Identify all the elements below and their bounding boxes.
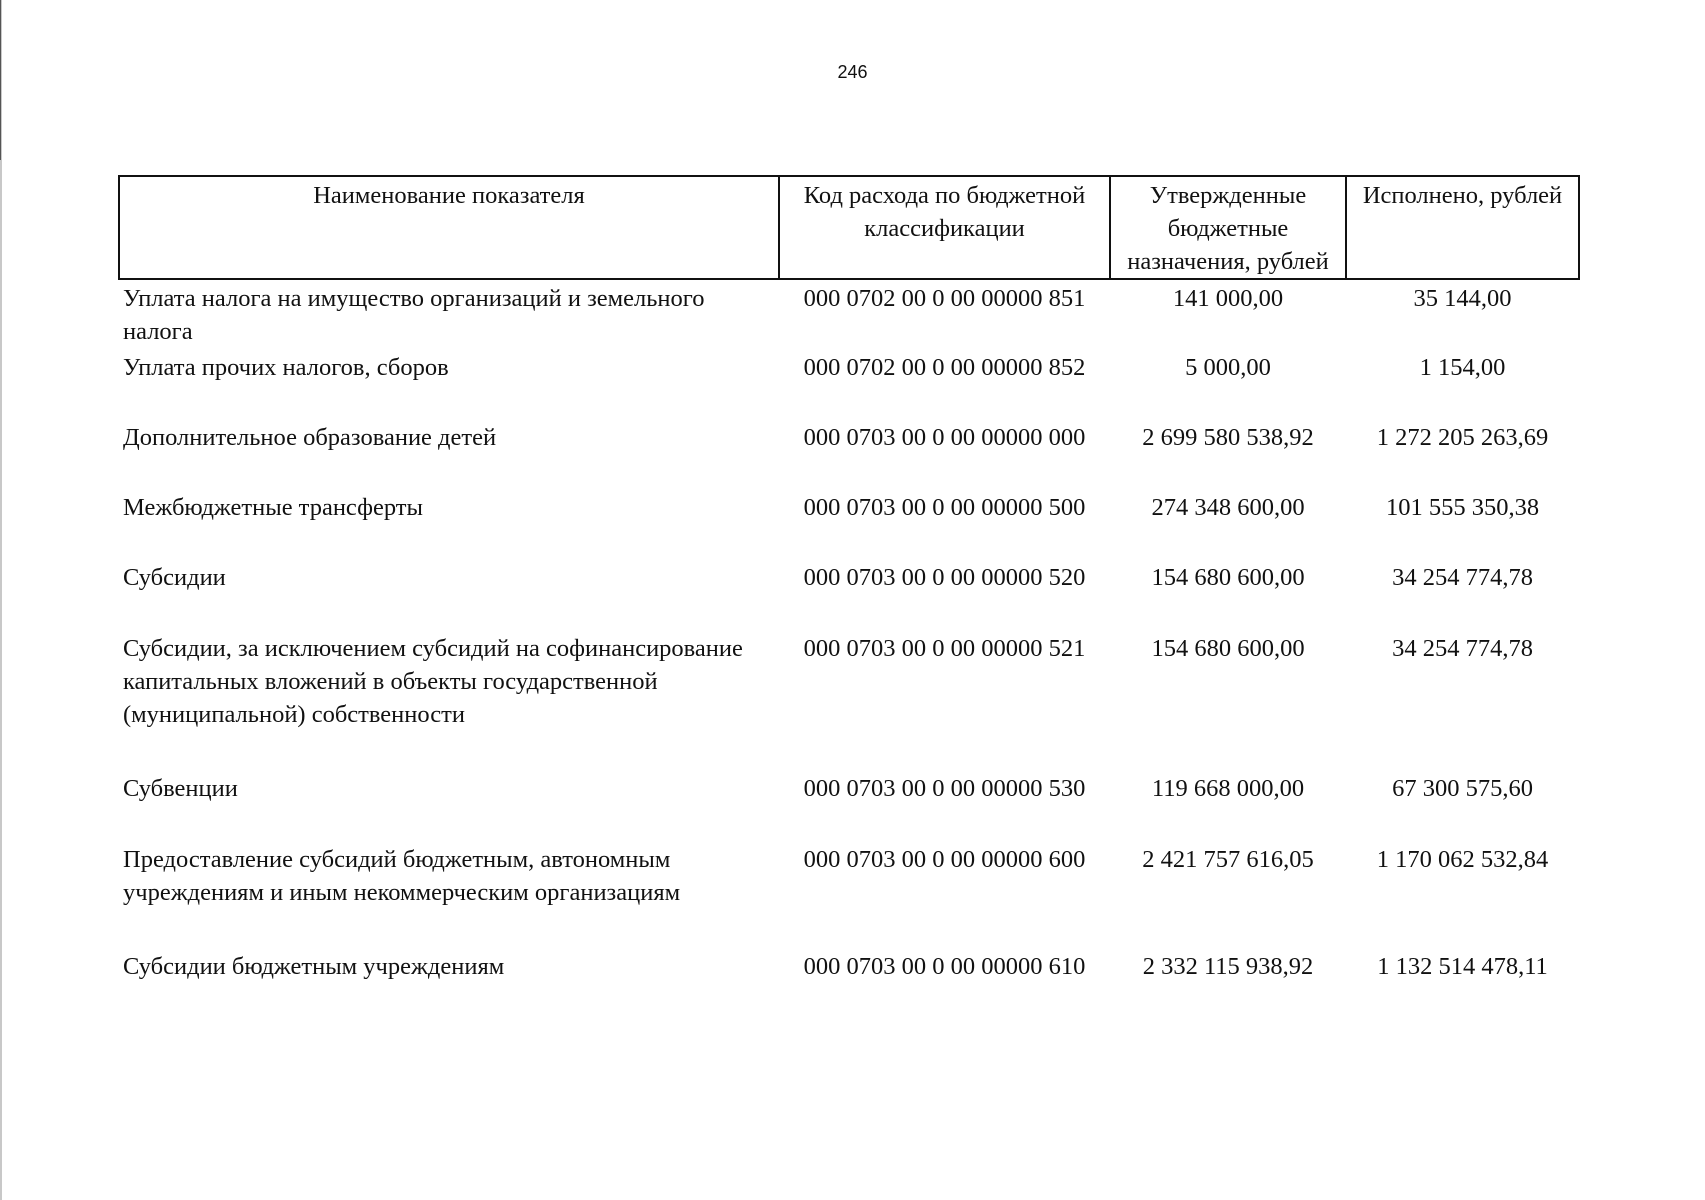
table-body [119,279,1579,988]
table-row [119,630,1579,770]
header-code: Код расхода по бюджетной классификации [779,176,1110,279]
table-row [119,279,1579,349]
row-executed: 34 254 774,78 [1392,564,1533,591]
header-name: Наименование показателя [119,176,779,279]
row-executed: 1 170 062 532,84 [1376,846,1549,873]
row-approved: 154 680 600,00 [1151,564,1305,591]
table-row [119,559,1579,630]
row-code: 000 0702 00 0 00 00000 852 [803,354,1086,381]
row-code: 000 0703 00 0 00 00000 610 [803,953,1086,980]
row-executed: 1 154,00 [1419,354,1506,381]
header-row [119,176,1579,279]
row-name: Субсидии [123,564,226,591]
page-number: 246 [837,62,868,82]
header-approved: Утвержденные бюджетные назначения, рублей [1110,176,1346,279]
row-approved: 154 680 600,00 [1151,635,1305,662]
row-code: 000 0703 00 0 00 00000 530 [803,775,1086,802]
row-code: 000 0703 00 0 00 00000 521 [803,635,1086,662]
row-name: Субвенции [123,775,238,802]
row-executed: 35 144,00 [1413,285,1512,312]
budget-execution-table [118,175,1580,988]
row-code: 000 0703 00 0 00 00000 520 [803,564,1086,591]
row-name: Дополнительное образование детей [123,424,497,451]
row-executed: 1 132 514 478,11 [1377,953,1548,980]
row-approved: 2 421 757 616,05 [1142,846,1314,873]
row-code: 000 0703 00 0 00 00000 000 [803,424,1086,451]
row-name: Субсидии, за исключением субсидий на софинансирование капитальных вложений в объекты государственной (муниципальной) собственности [123,635,743,728]
page-left-edge [0,0,2,1200]
table-row [119,948,1579,988]
row-name: Уплата прочих налогов, сборов [123,354,449,381]
row-executed: 1 272 205 263,69 [1376,424,1549,451]
row-approved: 2 699 580 538,92 [1142,424,1314,451]
row-executed: 34 254 774,78 [1392,635,1533,662]
row-approved: 274 348 600,00 [1151,494,1305,521]
row-code: 000 0703 00 0 00 00000 500 [803,494,1086,521]
table-row [119,419,1579,489]
row-approved: 119 668 000,00 [1151,775,1305,802]
table-row [119,489,1579,559]
header-executed: Исполнено, рублей [1346,176,1579,279]
row-executed: 101 555 350,38 [1385,494,1540,521]
row-code: 000 0702 00 0 00 00000 851 [803,285,1086,312]
row-name: Субсидии бюджетным учреждениям [123,953,505,980]
row-approved: 5 000,00 [1185,354,1271,381]
row-name: Предоставление субсидий бюджетным, автономным учреждениям и иным некоммерческим организациям [123,846,681,906]
row-name: Межбюджетные трансферты [123,494,423,521]
table-row [119,841,1579,948]
row-approved: 2 332 115 938,92 [1142,953,1314,980]
row-name: Уплата налога на имущество организаций и земельного налога [123,285,705,345]
table-row [119,349,1579,419]
row-approved: 141 000,00 [1172,285,1284,312]
row-code: 000 0703 00 0 00 00000 600 [803,846,1086,873]
table-row [119,770,1579,841]
row-executed: 67 300 575,60 [1392,775,1533,802]
table-header [119,176,1579,279]
